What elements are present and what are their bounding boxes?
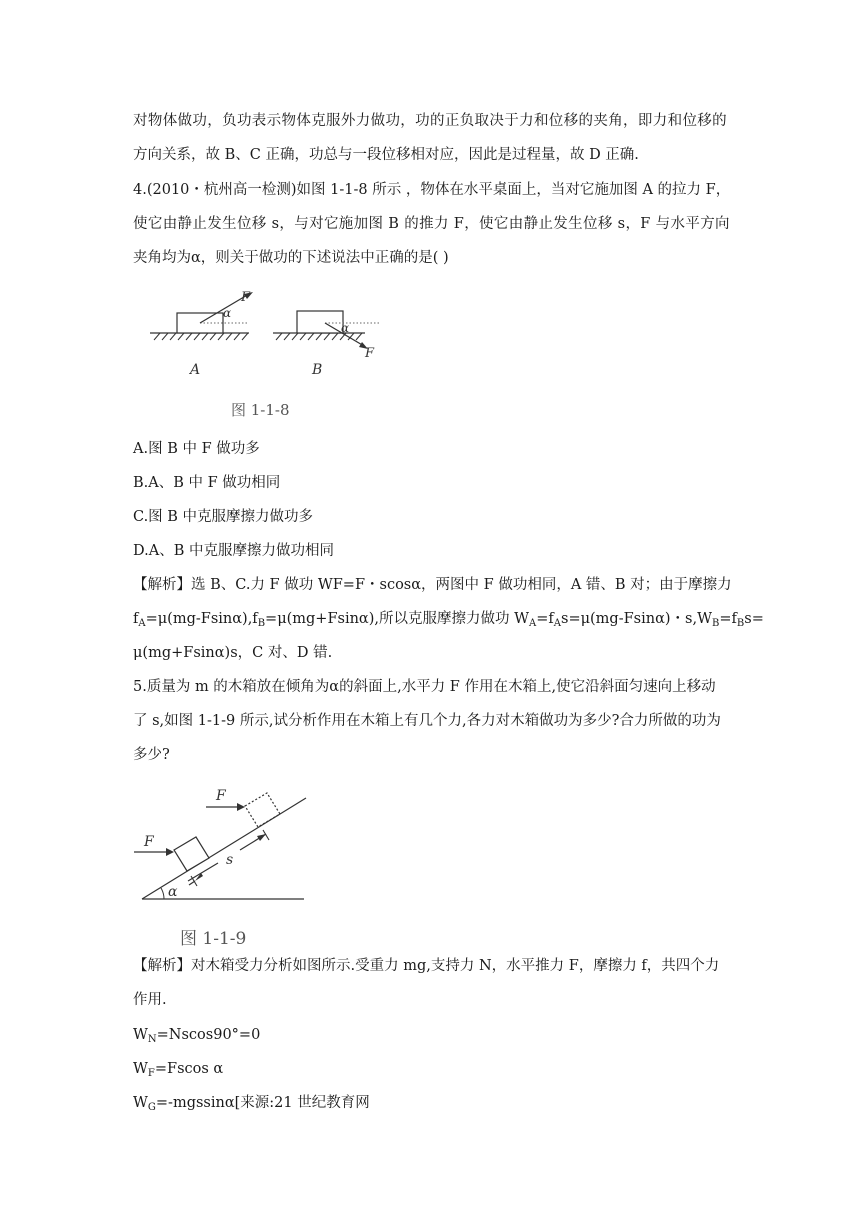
fig2-caption: 图 1-1-9 xyxy=(180,929,247,949)
text-line-2: 方向关系，故 B、C 正确，功总与一段位移相对应，因此是过程量，故 D 正确. xyxy=(133,147,639,163)
figure-1-1-9 xyxy=(130,778,320,953)
fig1-force-label-a: F xyxy=(241,290,251,305)
analysis-2-line-2: 作用. xyxy=(133,992,167,1008)
fig2-disp-label: s xyxy=(226,852,234,868)
question-5-line-3: 多少? xyxy=(133,747,170,763)
fig1-angle-label-b: α xyxy=(341,321,350,335)
fig1-caption: 图 1-1-8 xyxy=(231,401,290,419)
option-d: D.A、B 中克服摩擦力做功相同 xyxy=(133,543,334,559)
fig2-force-label-1: F xyxy=(144,834,154,850)
analysis-1-line-2: $f_A=\mu(mg-Fsin\alpha),f_B=\mu(mg+Fsin\alpha)$,所以克服摩擦力做功 $W_A=f_As=\mu(mg-Fsin\alpha)$・$s,W_B=f_Bs=$ xyxy=(133,611,764,629)
fig1-label-b: B xyxy=(312,362,323,378)
option-b: B.A、B 中 F 做功相同 xyxy=(133,475,281,491)
figure-1-1-8 xyxy=(145,285,385,425)
fig1-angle-label-a: α xyxy=(223,306,232,320)
question-5-line-1: 5.质量为 m 的木箱放在倾角为α的斜面上,水平力 F 作用在木箱上,使它沿斜面匀速向上移动 xyxy=(133,679,716,695)
analysis-2-line-1: 【解析】对木箱受力分析如图所示.受重力 mg,支持力 N，水平推力 F，摩擦力 f，共四个力 xyxy=(133,958,720,974)
formula-wf: $W_F=Fscos$ α xyxy=(133,1061,224,1079)
formula-wg: $W_G=-mgssin\alpha$[来源:21 世纪教育网 xyxy=(133,1095,370,1113)
fig2-angle-label: α xyxy=(168,884,178,900)
fig2-force-label-2: F xyxy=(216,788,226,804)
analysis-1-line-1: 【解析】选 B、C.力 F 做功 WF=F・scosα，两图中 F 做功相同，A 错、B 对；由于摩擦力 xyxy=(133,577,732,593)
question-5-line-2: 了 s,如图 1-1-9 所示,试分析作用在木箱上有几个力,各力对木箱做功为多少?合力所做的功为 xyxy=(133,713,721,729)
fig1-label-a: A xyxy=(190,362,201,378)
option-c: C.图 B 中克服摩擦力做功多 xyxy=(133,509,314,525)
analysis-1-line-3: μ(mg+Fsinα)s，C 对、D 错. xyxy=(133,645,333,661)
question-4-line-3: 夹角均为α，则关于做功的下述说法中正确的是( ) xyxy=(133,250,449,266)
formula-wn: $W_N=Nscos90^\circ=0$ xyxy=(133,1027,261,1045)
question-4-line-2: 使它由静止发生位移 s，与对它施加图 B 的推力 F，使它由静止发生位移 s，F 与水平方向 xyxy=(133,216,730,232)
text-line-1: 对物体做功，负功表示物体克服外力做功，功的正负取决于力和位移的夹角，即力和位移的 xyxy=(133,113,727,129)
option-a: A.图 B 中 F 做功多 xyxy=(133,441,260,457)
fig1-force-label-b: F xyxy=(365,346,375,361)
question-4-line-1: 4.(2010・杭州高一检测)如图 1-1-8 所示 ，物体在水平桌面上，当对它施加图 A 的拉力 F， xyxy=(133,182,731,198)
